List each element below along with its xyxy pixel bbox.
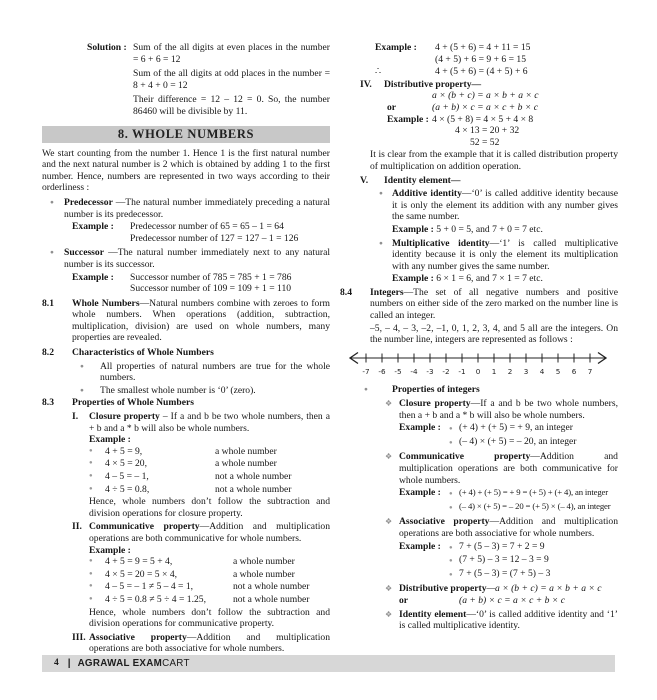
example-label: Example : <box>89 544 131 556</box>
example-line: Predecessor number of 65 = 65 – 1 = 64 <box>130 221 284 233</box>
predecessor-text <box>64 197 330 220</box>
svg-text:0: 0 <box>475 366 481 376</box>
item-text <box>392 188 618 223</box>
expression: 7 + (5 – 3) = (7 + 5) – 3 <box>459 567 551 579</box>
example-label: Example : <box>399 540 441 552</box>
expression: 4 ÷ 5 = 0.8 ≠ 5 ÷ 4 = 1.25, <box>105 593 206 605</box>
term: Additive identity <box>392 188 462 200</box>
example-block <box>340 487 618 514</box>
bullet-icon: ● <box>80 386 84 394</box>
bullet-icon: ● <box>449 491 453 498</box>
svg-text:-3: -3 <box>426 366 434 376</box>
property-heading <box>72 411 330 434</box>
expression: 52 = 52 <box>470 136 500 148</box>
bullet-icon: ● <box>50 198 54 206</box>
formula: —a × (b + c) = a × b + a × c <box>486 583 602 595</box>
example-item <box>89 556 330 568</box>
example-text: 5 + 0 = 5, and 7 + 0 = 7 etc. <box>433 223 543 235</box>
example-text: 6 × 1 = 6, and 7 × 1 = 7 etc. <box>433 273 543 285</box>
diamond-bullet-icon: ❖ <box>385 452 393 462</box>
expression: (– 4) × (+ 5) = – 20 = (+ 5) × (– 4), an integer <box>459 500 611 511</box>
note-paragraph: Hence, whole numbers don’t follow the subtraction and division operations for communicative property. <box>89 606 330 630</box>
bullet-icon: ● <box>89 570 93 577</box>
bullet-icon: ● <box>449 571 453 578</box>
term: Distributive property <box>399 583 487 595</box>
bullet-icon: ● <box>364 386 368 394</box>
closure-property-section <box>42 411 330 519</box>
successor-item <box>42 247 330 270</box>
term: Predecessor <box>64 196 113 208</box>
bullet-icon: ● <box>89 558 93 565</box>
formula: a × (b + c) = a × b + a × c <box>432 90 539 102</box>
property-heading <box>72 632 330 655</box>
section-number: 8.3 <box>42 397 54 409</box>
integers-closure-item <box>340 398 618 421</box>
example-line <box>360 114 618 126</box>
characteristic-text: All properties of natural numbers are true for the whole numbers. <box>100 360 330 384</box>
definition: —The natural number immediately preceding a natural number is its predecessor. <box>64 196 330 220</box>
example-line <box>449 568 550 582</box>
bullet-icon: ● <box>379 239 383 247</box>
expression: (7 + 5) – 3 = 12 – 3 = 9 <box>459 554 549 566</box>
chapter-heading: 8. WHOLE NUMBERS <box>42 126 330 143</box>
example-line: Successor number of 785 = 785 + 1 = 786 <box>130 271 292 283</box>
example-line: Predecessor number of 127 = 127 – 1 = 126 <box>130 232 299 244</box>
bullet-icon: ● <box>89 485 93 492</box>
right-column <box>340 42 618 657</box>
expression: 4 × 13 = 20 + 32 <box>455 125 520 137</box>
section-8-3 <box>42 397 330 409</box>
description: not a whole number <box>215 483 292 495</box>
solution-paragraph: Sum of the all digits at even places in the number = 6 + 6 = 12 <box>133 42 330 65</box>
example-lines <box>130 272 291 295</box>
example-item <box>89 594 330 606</box>
section-title: Characteristics of Whole Numbers <box>72 347 214 359</box>
bullet-icon: ● <box>449 558 453 565</box>
bullet-icon: ● <box>89 473 93 479</box>
associative-property-section <box>42 632 330 655</box>
associative-example <box>340 42 618 65</box>
definition: —‘0’ is called additive identity and ‘1’ is called multiplicative identity. <box>399 608 618 632</box>
integers-distributive-item <box>340 583 618 606</box>
example-lines <box>449 422 576 449</box>
example-line: (4 + 5) + 6 = 9 + 6 = 15 <box>435 53 527 65</box>
brand-name-bold: AGRAWAL EXAM <box>77 657 163 669</box>
properties-of-integers-heading <box>340 384 618 396</box>
example-label: Example : <box>392 223 434 235</box>
left-column <box>42 42 330 657</box>
roman-numeral: III. <box>72 631 86 643</box>
definition: —Addition and multiplication operations are both communicative for whole numbers. <box>399 451 618 486</box>
svg-text:2: 2 <box>507 366 513 376</box>
bullet-icon: ● <box>89 583 93 590</box>
item-text <box>399 398 618 421</box>
conclusion: 4 + (5 + 6) = (4 + 5) + 6 <box>435 66 528 78</box>
or-label: or <box>399 594 409 606</box>
term: Associative property <box>89 631 187 643</box>
note-paragraph: It is clear from the example that it is called distribution property of multiplication on addition operation. <box>370 149 618 172</box>
bullet-icon: ● <box>89 595 93 602</box>
section-body <box>72 298 330 344</box>
identity-element-section <box>340 175 618 285</box>
or-line <box>399 595 618 607</box>
svg-text:5: 5 <box>555 366 561 376</box>
predecessor-item <box>42 197 330 220</box>
example-label: Example : <box>72 221 114 233</box>
item-text <box>399 451 618 486</box>
or-label: or <box>387 101 397 113</box>
property-content <box>72 545 330 630</box>
bullet-icon: ● <box>80 362 84 370</box>
description: a whole number <box>233 556 295 568</box>
term: Associative property <box>399 516 490 528</box>
integers-paragraph: –5, – 4, – 3, –2, –1, 0, 1, 2, 3, 4, and 5 all are the integers. On the number line, integers are represented as follows : <box>370 322 618 346</box>
property-heading <box>360 175 618 187</box>
term: Communicative property <box>399 451 531 463</box>
example-label: Example : <box>399 422 441 434</box>
example-item <box>89 484 330 496</box>
description: a whole number <box>215 458 277 470</box>
svg-text:-5: -5 <box>394 366 402 376</box>
formula: (a + b) × c = a × c + b × c <box>432 101 538 113</box>
section-title: Properties of Whole Numbers <box>72 397 194 409</box>
svg-text:6: 6 <box>571 366 577 376</box>
section-number: 8.1 <box>42 297 54 309</box>
example-line <box>449 487 611 501</box>
example-label: Example : <box>72 271 114 283</box>
example-item <box>89 471 330 483</box>
bullet-icon: ● <box>449 439 453 446</box>
example-label: Example : <box>375 42 417 53</box>
bullet-icon: ● <box>89 447 93 454</box>
property-title: Identity element— <box>384 174 461 186</box>
description: a whole number <box>215 445 277 457</box>
definition: —If a and b be two whole numbers, then a + b and a * b will also be whole numbers. <box>399 398 618 421</box>
section-number: 8.2 <box>42 347 54 359</box>
property-text <box>89 632 330 655</box>
expression: 4 × (5 + 8) = 4 × 5 + 4 × 8 <box>432 113 534 125</box>
definition: —The natural number immediately next to any natural number is its successor. <box>64 247 330 270</box>
brand-name-regular: CART <box>162 657 190 669</box>
example-line <box>449 422 576 436</box>
example-line: 4 + (5 + 6) = 4 + 11 = 15 <box>435 42 531 53</box>
example-line <box>449 436 576 450</box>
therefore-line <box>340 66 618 78</box>
intro-paragraph: We start counting from the number 1. Hence 1 is the first natural number and the next natural number is 2 which is obtained by adding 1 to the first number. Hence, numbers are represented in two ways according to their orderliness : <box>42 147 330 194</box>
section-8-1 <box>42 298 330 344</box>
item-text <box>392 238 618 273</box>
example-line <box>360 273 618 285</box>
example-line: Successor number of 109 = 109 + 1 = 110 <box>130 283 292 295</box>
section-number: 8.4 <box>340 286 352 298</box>
page-content <box>42 42 618 657</box>
bullet-icon: ● <box>449 426 453 433</box>
definition: —Addition and multiplication operations are both associative for whole numbers. <box>89 631 330 655</box>
example-label: Example : <box>392 273 434 285</box>
successor-text <box>64 247 330 270</box>
bullet-icon: ● <box>379 190 383 198</box>
example-line <box>449 541 550 555</box>
term: Integers <box>370 286 404 298</box>
example-lines <box>449 487 611 514</box>
definition: —Addition and multiplication operations are both associative for whole numbers. <box>399 516 618 539</box>
expression: 4 + 5 = 9 = 5 + 4, <box>105 556 173 568</box>
example-item <box>89 569 330 581</box>
expression: 4 × 5 = 20, <box>105 458 148 470</box>
roman-numeral: II. <box>72 521 82 533</box>
expression: (– 4) × (+ 5) = – 20, an integer <box>459 435 577 447</box>
term: Successor <box>64 247 104 259</box>
item-text <box>399 583 618 606</box>
term: Identity element <box>399 608 467 620</box>
number-line-ticks <box>362 353 592 376</box>
example-item <box>89 581 330 593</box>
solution-block <box>42 42 330 121</box>
svg-text:-6: -6 <box>378 366 386 376</box>
expression: (+ 4) + (+ 5) = + 9, an integer <box>459 422 573 434</box>
description: not a whole number <box>215 471 292 482</box>
solution-body <box>133 42 330 121</box>
definition: —‘1’ is called multiplicative identity because it is only the element its multiplication with any number gives the same number. <box>392 237 618 272</box>
page-footer <box>42 655 615 672</box>
roman-numeral: V. <box>360 174 369 186</box>
term: Multiplicative identity <box>392 237 490 249</box>
therefore-symbol: ∴ <box>375 66 382 78</box>
bullet-icon: ● <box>89 460 93 467</box>
footer-divider: | <box>67 657 71 669</box>
example-lines <box>449 541 550 582</box>
bullet-icon: ● <box>449 504 453 511</box>
example-line <box>449 554 550 568</box>
example-lines <box>130 221 298 244</box>
roman-numeral: IV. <box>360 78 372 90</box>
svg-text:-7: -7 <box>362 366 370 376</box>
description: not a whole number <box>233 593 310 605</box>
definition: —‘0’ is called additive identity because it is only the element its addition with any number gives the same number. <box>392 188 619 223</box>
heading-text: Properties of integers <box>392 384 480 396</box>
additive-identity-item <box>360 188 618 223</box>
property-text <box>89 411 330 434</box>
distributive-property-section <box>340 79 618 173</box>
solution-label: Solution : <box>87 42 127 53</box>
formula: (a + b) × c = a × c + b × c <box>459 594 565 606</box>
section-body <box>370 287 618 322</box>
property-content <box>72 434 330 519</box>
term: Communicative property <box>89 521 200 533</box>
commutative-property-section <box>42 521 330 629</box>
number-line-svg <box>342 351 614 378</box>
item-text <box>399 609 618 632</box>
characteristic-item <box>42 361 330 384</box>
example-label: Example : <box>89 434 131 446</box>
term: Whole Numbers <box>72 297 140 309</box>
property-heading <box>360 79 618 91</box>
integers-identity-item <box>340 609 618 632</box>
definition: – If a and b be two whole numbers, then a + b and a * b will also be whole numbers. <box>89 411 330 434</box>
example-label: Example : <box>399 487 441 499</box>
property-text <box>89 521 330 544</box>
svg-text:-1: -1 <box>458 366 466 376</box>
description: not a whole number <box>233 581 310 593</box>
bullet-icon: ● <box>50 249 54 257</box>
term: Closure property <box>399 398 471 410</box>
example-item <box>89 446 330 458</box>
svg-text:1: 1 <box>491 366 497 376</box>
expression: 7 + (5 – 3) = 7 + 2 = 9 <box>459 540 545 552</box>
characteristic-item <box>42 385 330 397</box>
item-text <box>399 516 618 539</box>
svg-text:-4: -4 <box>410 366 418 376</box>
definition: —Natural numbers combine with zeroes to form whole numbers. When operations (addition, subtraction, multiplication, division) are used on whole numbers, many properties are revealed. <box>72 297 331 344</box>
definition: —The set of all negative numbers and positive numbers on either side of the zero marked on the number line is called an integer. <box>370 286 618 322</box>
successor-example <box>42 272 330 295</box>
predecessor-example <box>42 221 330 244</box>
multiplicative-identity-item <box>360 238 618 273</box>
expression: 4 × 5 = 20 = 5 × 4, <box>105 568 178 580</box>
roman-numeral: I. <box>72 411 79 423</box>
bullet-icon: ● <box>449 544 453 551</box>
number-line <box>340 351 618 382</box>
expression: 4 + 5 = 9, <box>105 445 143 457</box>
integers-associative-item <box>340 516 618 539</box>
example-block <box>340 541 618 582</box>
svg-text:4: 4 <box>539 366 545 376</box>
example-item <box>89 458 330 470</box>
expression: 4 ÷ 5 = 0.8, <box>105 483 150 495</box>
solution-paragraph: Sum of the all digits at odd places in the number = 8 + 4 + 0 = 12 <box>133 68 330 91</box>
svg-text:-2: -2 <box>442 366 450 376</box>
solution-paragraph: Their difference = 12 – 12 = 0. So, the number 86460 will be divisible by 11. <box>133 94 330 117</box>
integers-commutative-item <box>340 451 618 486</box>
example-line <box>360 224 618 236</box>
note-paragraph: Hence, whole numbers don’t follow the subtraction and division operations for closure property. <box>89 496 330 519</box>
section-8-2 <box>42 347 330 359</box>
description: a whole number <box>233 568 295 580</box>
svg-text:3: 3 <box>523 366 529 376</box>
svg-text:7: 7 <box>587 366 593 376</box>
diamond-bullet-icon: ❖ <box>385 517 393 527</box>
example-line <box>449 501 611 515</box>
property-heading <box>72 521 330 544</box>
property-title: Distributive property— <box>384 78 482 90</box>
characteristic-text: The smallest whole number is ‘0’ (zero). <box>100 384 256 396</box>
diamond-bullet-icon: ❖ <box>385 584 393 594</box>
example-lines <box>435 42 530 65</box>
expression: 4 – 5 = – 1, <box>105 471 149 482</box>
section-8-4 <box>340 287 618 322</box>
page-number: 4 <box>54 657 59 668</box>
term: Closure property <box>89 411 160 423</box>
definition: —Addition and multiplication operations are both communicative for whole numbers. <box>89 521 330 544</box>
expression: (+ 4) + (+ 5) = + 9 = (+ 5) + (+ 4), an integer <box>459 487 608 498</box>
example-block <box>340 422 618 449</box>
diamond-bullet-icon: ❖ <box>385 399 393 409</box>
expression: 4 – 5 = – 1 ≠ 5 – 4 = 1, <box>105 581 194 593</box>
or-line <box>360 102 618 114</box>
diamond-bullet-icon: ❖ <box>385 609 393 619</box>
example-label: Example : <box>387 113 429 125</box>
